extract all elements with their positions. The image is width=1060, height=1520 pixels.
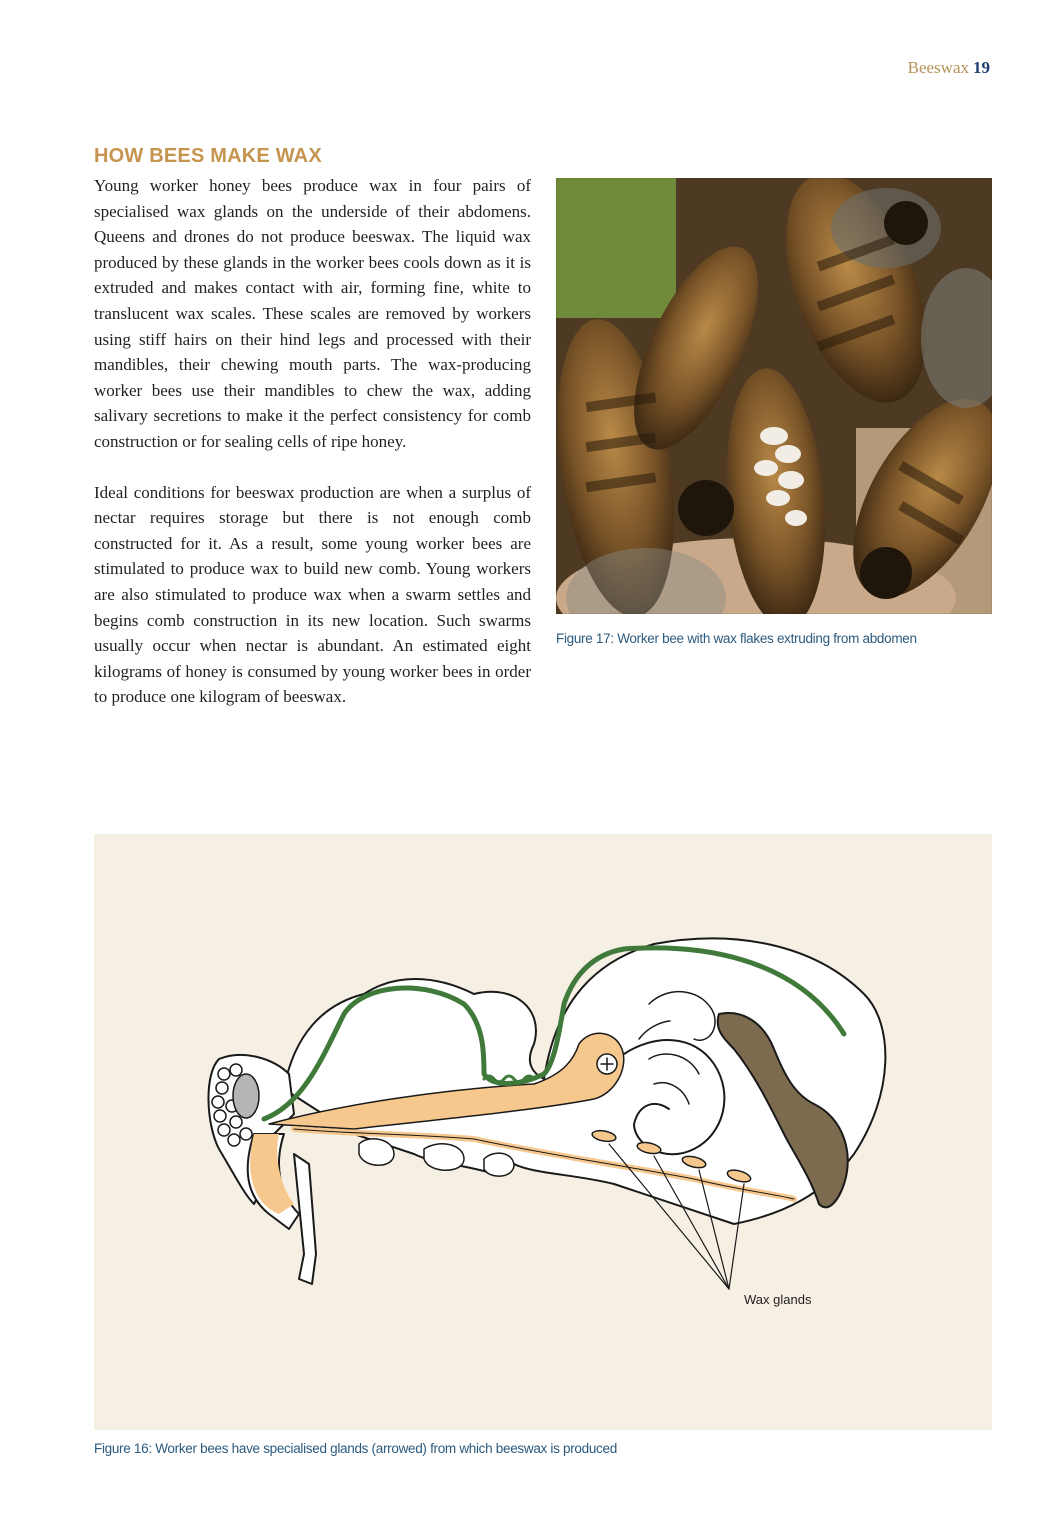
body-text	[94, 173, 531, 735]
bee-photo	[556, 178, 992, 614]
running-head	[908, 58, 990, 78]
section-title: HOW BEES MAKE WAX	[94, 145, 322, 167]
figure16-caption: Figure 16: Worker bees have specialised glands (arrowed) from which beeswax is produced	[94, 1441, 617, 1456]
wax-glands-label: Wax glands	[744, 1292, 812, 1307]
running-head-title: Beeswax	[907, 58, 969, 77]
paragraph: Ideal conditions for beeswax production are when a surplus of nectar requires storage but there is not enough comb constructed for it. As a result, some young worker bees are stimulated to produce wax to build new comb. Young workers are also stimulated to produce wax when a swarm settles and begins comb construction in its new location. Such swarms usually occur when nectar is abundant. An estimated eight kilograms of honey is consumed by young worker bees in order to produce one kilogram of beeswax.	[94, 482, 531, 707]
page-number: 19	[973, 58, 990, 77]
bee-anatomy-diagram	[94, 834, 992, 1430]
figure17-caption: Figure 17: Worker bee with wax flakes extruding from abdomen	[556, 631, 917, 646]
paragraph: Young worker honey bees produce wax in four pairs of specialised wax glands on the underside of their abdomens. Queens and drones do not produce beeswax. The liquid wax produced by these glands in the worker bees cools down as it is extruded and makes contact with air, forming fine, white to translucent wax scales. These scales are removed by workers using stiff hairs on their hind legs and processed with their mandibles, their chewing mouth parts. The wax-producing worker bees use their mandibles to chew the wax, adding salivary secretions to make it the perfect consistency for comb construction or for sealing cells of ripe honey.	[94, 176, 531, 451]
